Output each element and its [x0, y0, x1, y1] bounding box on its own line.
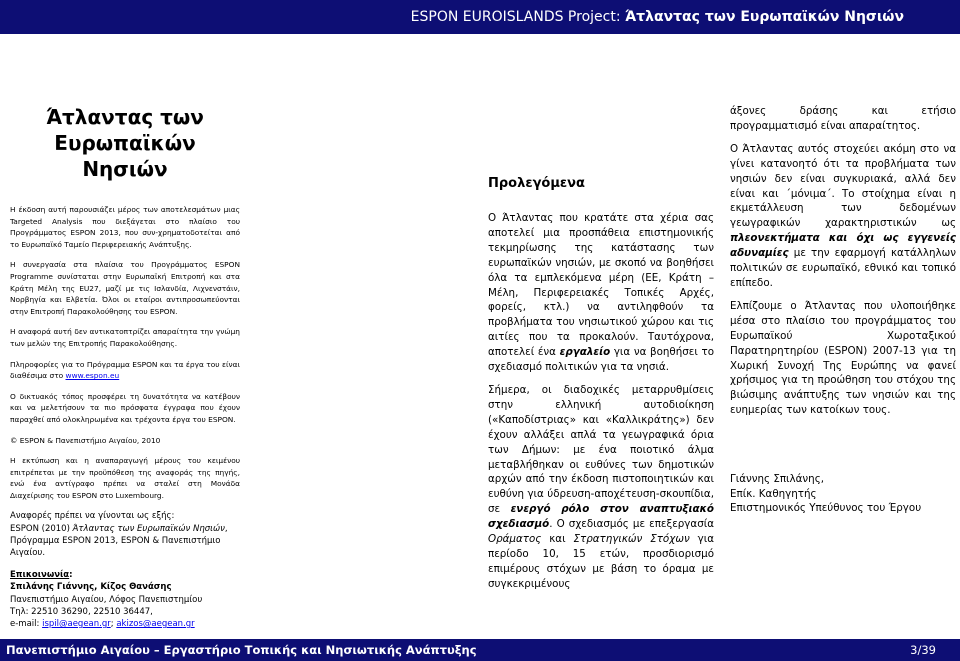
emphasis-advantages: πλεονεκτήματα και όχι ως εγγενείς αδυναμίες: [730, 232, 956, 260]
foreword-paragraph-2: [488, 383, 714, 592]
emphasis-goals: Στρατηγικών Στόχων: [573, 533, 690, 546]
text-run: για να βοηθήσει το σχεδιασμό πολιτικών για τα νησιά.: [488, 346, 714, 374]
header-bar: [0, 0, 960, 34]
foreword-paragraph-1: [488, 211, 714, 375]
emphasis-tool: εργαλείο: [559, 346, 611, 359]
email-link-2[interactable]: akizos@aegean.gr: [116, 619, 195, 630]
info-text: Πληροφορίες για το Πρόγραμμα ESPON και τα έργα του είναι διαθέσιμα στο: [10, 359, 240, 381]
partnership-note: Η συνεργασία στα πλαίσια του Προγράμματος ESPON Programme συνίσταται στην Ευρωπαϊκή Επιτροπή και στα Κράτη Μέλη της EU27, μαζί με τις Ισλανδία, Λιχνενστάιν, Νορβηγία και Ελβετία. Όλοι οι εταίροι αντιπροσωπεύονται στην Επιτροπή Παρακολούθησης του ESPON.: [10, 260, 240, 316]
right-paragraph-1: άξονες δράσης και ετήσιο προγραμματισμό είναι απαραίτητος.: [730, 105, 956, 132]
page-number: 3/39: [910, 643, 936, 657]
footer-text: Πανεπιστήμιο Αιγαίου – Εργαστήριο Τοπικής και Νησιωτικής Ανάπτυξης: [6, 643, 477, 657]
emphasis-role: ενεργό ρόλο στον αναπτυξιακό σχεδιασμό: [488, 503, 714, 531]
citation-title: Άτλαντας των Ευρωπαϊκών Νησιών: [72, 523, 225, 534]
header-prefix: ESPON EUROISLANDS Project:: [410, 9, 621, 25]
publication-note: Η έκδοση αυτή παρουσιάζει μέρος των αποτελεσμάτων μιας Targeted Analysis που διεξάγεται στο πλαίσιο του Προγράμματος ESPON 2013, που συν-χρηματοδοτείται από το Ευρωπαϊκό Ταμείο Περιφερειακής Ανάπτυξης.: [10, 205, 240, 249]
contact-names: Σπιλάνης Γιάννης, Κίζος Θανάσης: [10, 582, 172, 593]
email-separator: ;: [110, 619, 117, 630]
middle-column: [488, 176, 714, 600]
citation-part-a: ESPON (2010): [10, 523, 73, 534]
title-line-3: Νησιών: [82, 157, 168, 181]
contact-label: Επικοινωνία: [10, 570, 70, 581]
contact-block: Επικοινωνία: Σπιλάνης Γιάννης, Κίζος Θανάσης Πανεπιστήμιο Αιγαίου, Λόφος Πανεπιστημίου Τηλ: 22510 36290, 22510 36447, e-mail: ispil@aegean.gr; akizos@aegean.gr: [10, 570, 203, 630]
email-link-1[interactable]: ispil@aegean.gr: [42, 619, 111, 630]
text-run: Σήμερα, οι διαδοχικές μεταρρυθμίσεις στην ελληνική αυτοδιοίκηση («Καποδίστριας» και «Καλλικράτης») δεν έχουν αλλάξει απλά τα γεωγραφικά όρια των Δήμων: με ένα ποιοτικό άλμα μεταβλήθηκαν οι ευθύνες των δημοτικών αρχών από την έκδοση πιστοποιητικών και ευθύνη για ύδρευση-αποχέτευση-σκουπίδια, σε: [488, 383, 714, 516]
reproduction-note: Η εκτύπωση και η αναπαραγωγή μέρους του κειμένου επιτρέπεται με την προϋπόθεση της αναφοράς της πηγής, ενώ ένα αντίγραφο πρέπει να σταλεί στη Μονάδα Διαχείρισης του ESPON στο Luxembourg.: [10, 456, 240, 500]
signature-name: Γιάννης Σπιλάνης,: [730, 473, 825, 486]
text-run: για περίοδο 10, 15 ετών, προσδιορισμό επιμέρους στόχων με βάση το όραμα με συγκεκριμένους: [488, 533, 714, 590]
text-run: Ο Άτλαντας αυτός στοχεύει ακόμη στο να γίνει κατανοητό ότι τα προβλήματα των νησιών δεν είναι συγκυριακά, αλλά δεν είναι και ΄μόνιμα΄. Το στοίχημα είναι η εκμετάλλευση των δεδομένων γεωγραφικών χαρακτηριστικών ως: [730, 142, 956, 230]
signature-role: Επιστημονικός Υπεύθυνος του Έργου: [730, 502, 922, 515]
footer-bar: [0, 639, 960, 661]
citation-intro: Αναφορές πρέπει να γίνονται ως εξής:: [10, 511, 175, 522]
document-title: [10, 104, 240, 182]
text-run: και: [541, 533, 574, 546]
right-paragraph-3: Ελπίζουμε ο Άτλαντας που υλοποιήθηκε μέσα στο πλαίσιο του προγράμματος του Ευρωπαϊκού Χωροταξικού Παρατηρητηρίου (ESPON) 2007-13 για τη Χωρική Συνοχή Της Ευρώπης να φανεί χρήσιμος για τη προώθηση του στόχου της βιώσιμης ανάπτυξης των νησιών και της ευημερίας των κατοίκων τους.: [730, 299, 956, 417]
website-note: Ο δικτυακός τόπος προσφέρει τη δυνατότητα να κατέβουν και να μελετήσουν τα πιο πρόσφατα έγγραφα που έχουν παραχθεί από ολοκληρωμένα και τρέχοντα έργα του ESPON.: [10, 391, 240, 424]
contact-phone: Τηλ: 22510 36290, 22510 36447,: [10, 606, 153, 617]
section-heading: Προλεγόμενα: [488, 176, 585, 191]
disclaimer: Η αναφορά αυτή δεν αντικατοπτρίζει απαραίτητα την γνώμη των μελών της Επιτροπής Παρακολούθησης.: [10, 327, 240, 348]
citation-part-b: , Πρόγραμμα ESPON 2013, ESPON & Πανεπιστήμιο Αιγαίου.: [10, 523, 228, 559]
espon-link[interactable]: www.espon.eu: [65, 371, 120, 381]
info-paragraph: [10, 359, 240, 382]
copyright: © ESPON & Πανεπιστήμιο Αιγαίου, 2010: [10, 435, 161, 445]
emphasis-vision: Οράματος: [488, 533, 542, 546]
left-column: [10, 104, 240, 640]
right-column: [730, 104, 956, 516]
contact-email-label: e-mail:: [10, 619, 43, 630]
contact-address: Πανεπιστήμιο Αιγαίου, Λόφος Πανεπιστημίου: [10, 594, 203, 605]
header-project-title: Άτλαντας των Ευρωπαϊκών Νησιών: [625, 9, 904, 25]
citation: [10, 510, 240, 559]
text-run: με την εφαρμογή κατάλληλων πολιτικών σε ευρωπαϊκό, εθνικό και τοπικό επίπεδο.: [730, 247, 956, 289]
signature-title: Επίκ. Καθηγητής: [730, 487, 817, 500]
right-paragraph-2: [730, 142, 956, 291]
title-line-1: Άτλαντας των: [46, 105, 204, 129]
text-run: . Ο σχεδιασμός με επεξεργασία: [549, 518, 714, 531]
title-line-2: Ευρωπαϊκών: [54, 131, 196, 155]
text-run: Ο Άτλαντας που κρατάτε στα χέρια σας αποτελεί μια προσπάθεια επιστημονικής τεκμηρίωσης της κατάστασης των ευρωπαϊκών νησιών, με σκοπό να βοηθήσει όλα τα εμπλεκόμενα μέρη (ΕΕ, Κράτη – Μέλη, Περιφερειακές Τοπικές Αρχές, φορείς, κτλ.) να αντιληφθούν τα προβλήματα του νησιωτικού χώρου και τις αιτίες που τα προκαλούν. Ταυτόχρονα, αποτελεί ένα: [488, 212, 714, 359]
